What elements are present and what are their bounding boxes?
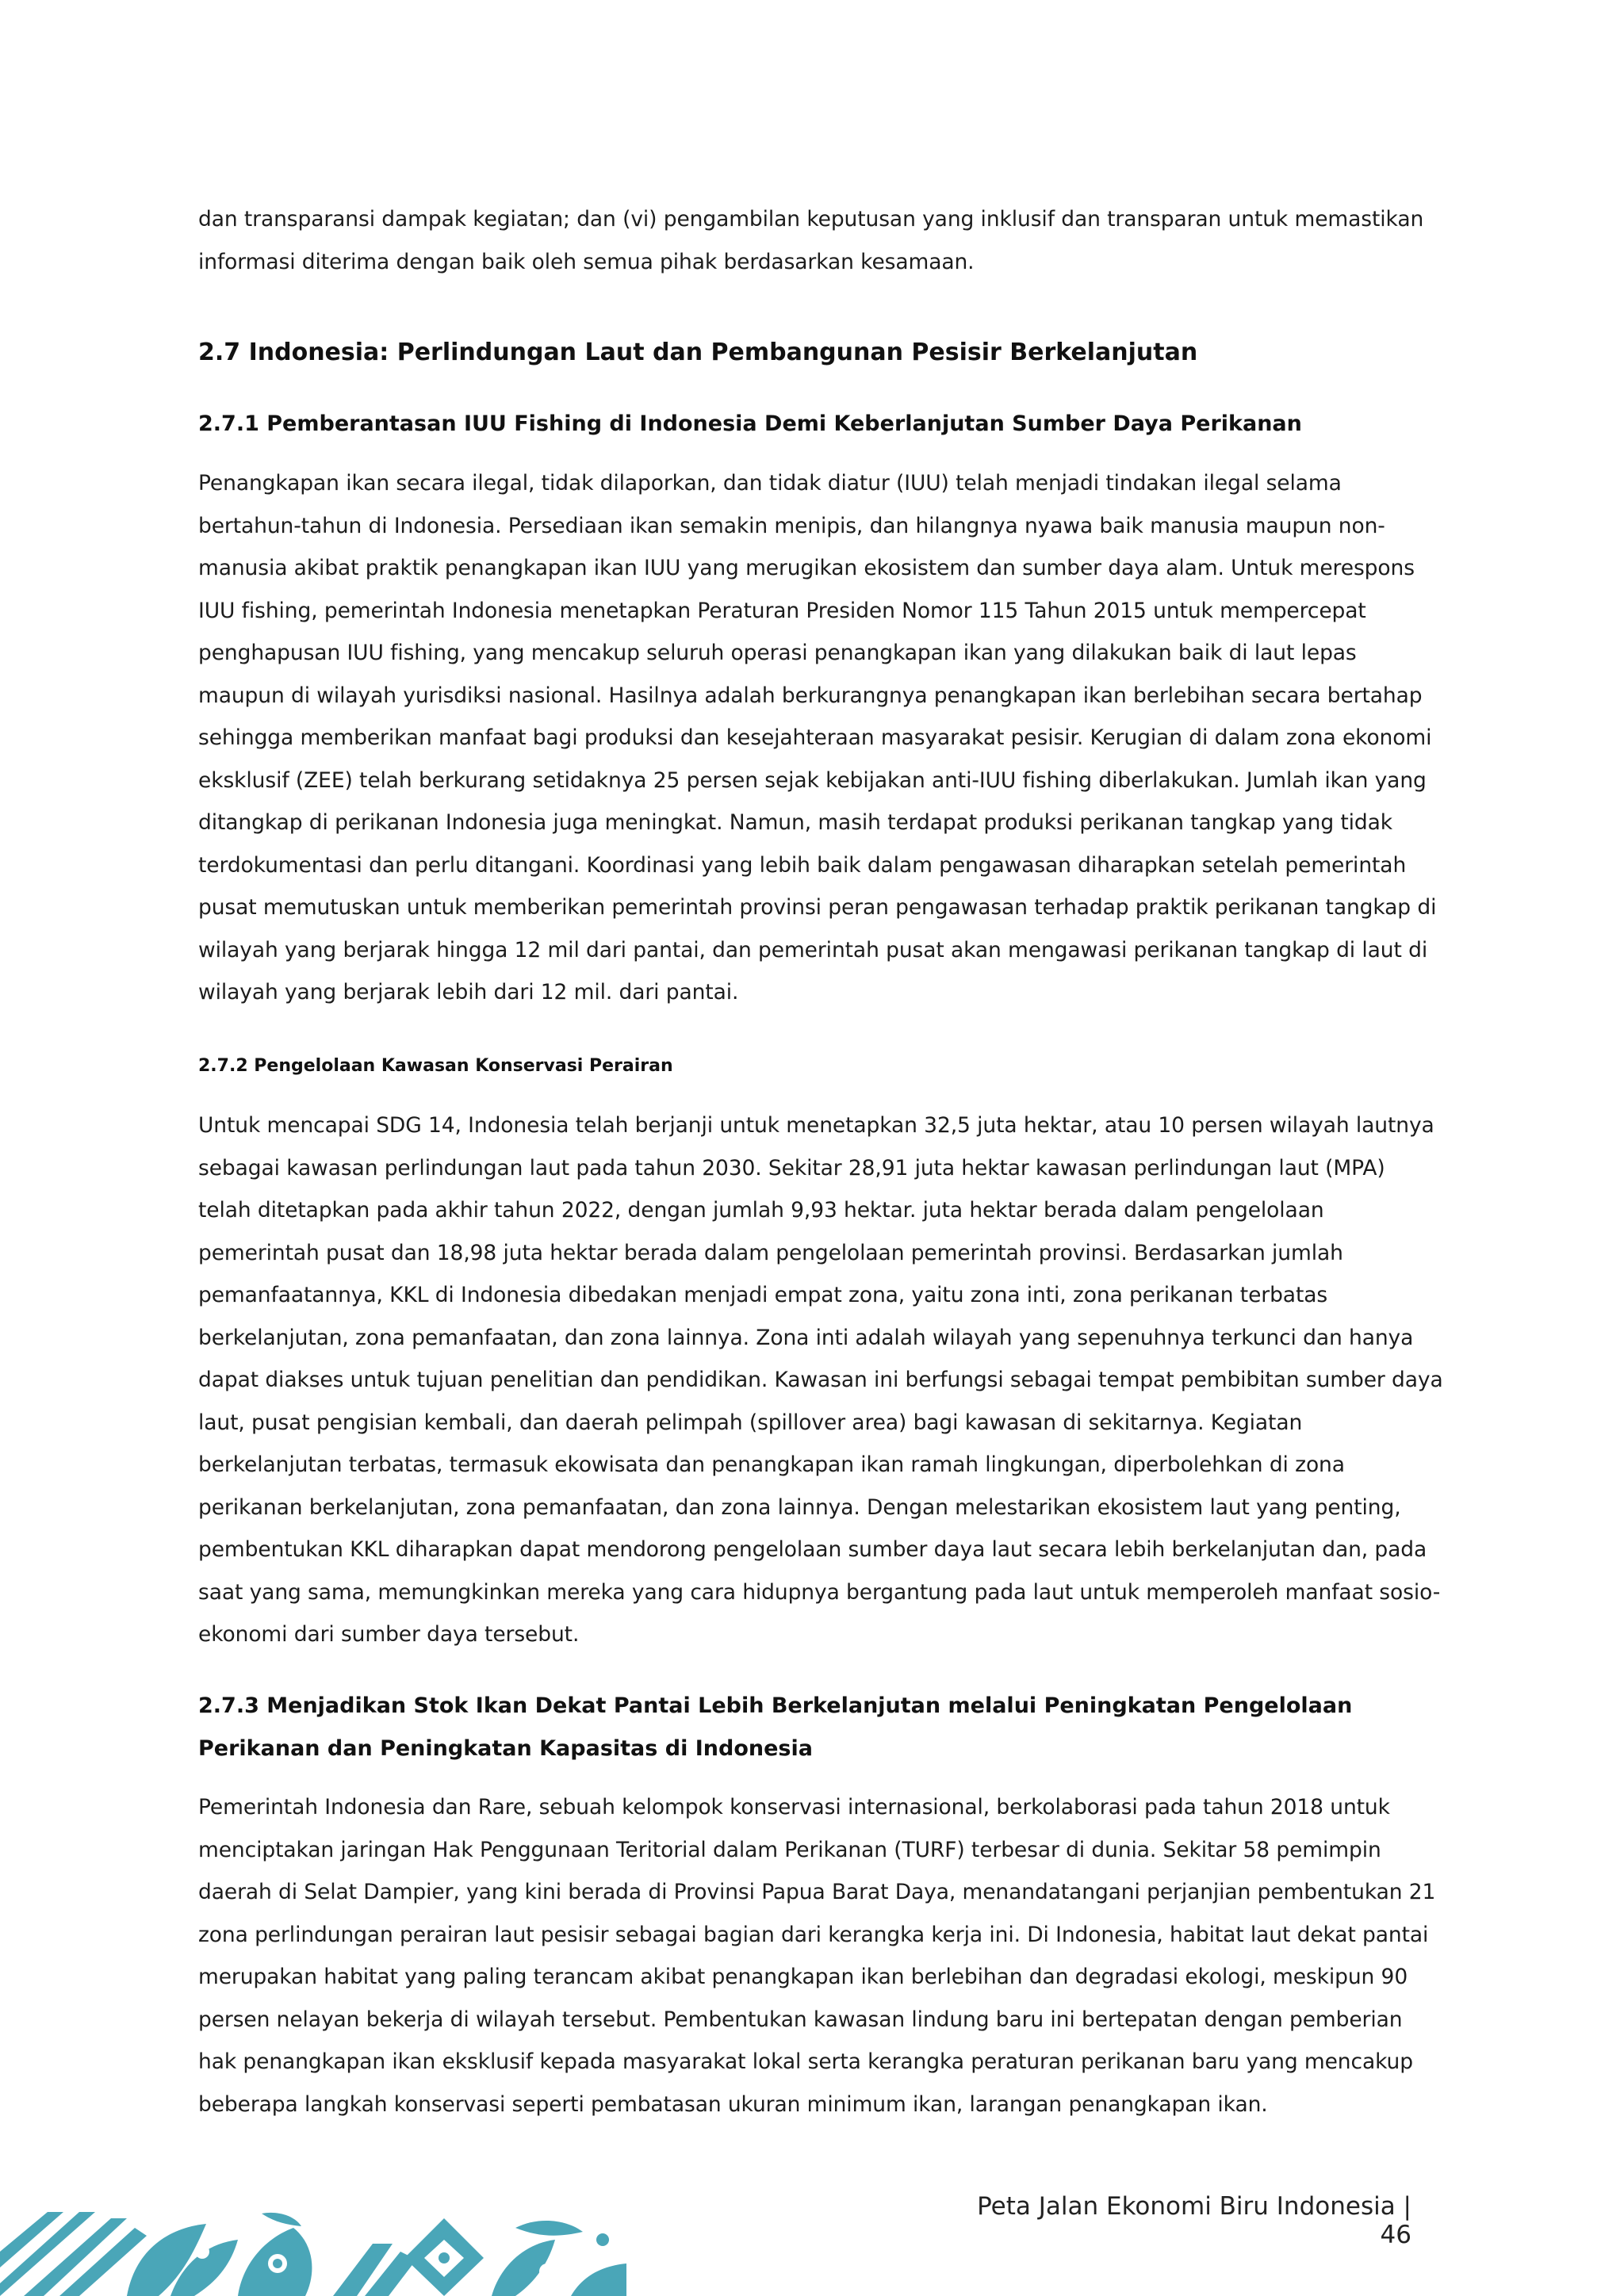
section-2-7-3-body-block	[198, 1786, 1443, 2126]
footer-page-label: Peta Jalan Ekonomi Biru Indonesia | 46	[977, 2192, 1411, 2249]
section-2-7-3-block	[198, 1685, 1443, 1770]
batik-ornament-icon	[0, 2196, 626, 2296]
section-2-7-3-paragraph: Pemerintah Indonesia dan Rare, sebuah kelompok konservasi internasional, berkolaborasi pada tahun 2018 untuk menciptakan jaringan Hak Penggunaan Teritorial dalam Perikanan (TURF) terbesar di dunia. Sekitar 58 pemimpin daerah di Selat Dampier, yang kini berada di Provinsi Papua Barat Daya, menandatangani perjanjian pembentukan 21 zona perlindungan perairan laut pesisir sebagai bagian dari kerangka kerja ini. Di Indonesia, habitat laut dekat pantai merupakan habitat yang paling terancam akibat penangkapan ikan berlebihan dan degradasi ekologi, meskipun 90 persen nelayan bekerja di wilayah tersebut. Pembentukan kawasan lindung baru ini bertepatan dengan pemberian hak penangkapan ikan eksklusif kepada masyarakat lokal serta kerangka peraturan perikanan baru yang mencakup beberapa langkah konservasi seperti pembatasan ukuran minimum ikan, larangan penangkapan ikan.	[198, 1795, 1436, 2117]
section-2-7-block	[198, 337, 1443, 369]
section-2-7-1-body-block	[198, 462, 1443, 1014]
section-2-7-2-body-block	[198, 1104, 1443, 1656]
section-2-7-heading: 2.7 Indonesia: Perlindungan Laut dan Pembangunan Pesisir Berkelanjutan	[198, 339, 1198, 366]
section-2-7-2-block	[198, 1054, 1443, 1078]
section-2-7-3-heading: 2.7.3 Menjadikan Stok Ikan Dekat Pantai Lebih Berkelanjutan melalui Peningkatan Pengelolaan Perikanan dan Peningkatan Kapasitas di Indonesia	[198, 1693, 1353, 1761]
section-2-7-1-heading: 2.7.1 Pemberantasan IUU Fishing di Indonesia Demi Keberlanjutan Sumber Daya Perikanan	[198, 411, 1302, 436]
intro-paragraph: dan transparansi dampak kegiatan; dan (vi) pengambilan keputusan yang inklusif dan transparan untuk memastikan informasi diterima dengan baik oleh semua pihak berdasarkan kesamaan.	[198, 207, 1424, 274]
intro-paragraph-block	[198, 198, 1443, 283]
section-2-7-1-paragraph: Penangkapan ikan secara ilegal, tidak dilaporkan, dan tidak diatur (IUU) telah menjadi tindakan ilegal selama bertahun-tahun di Indonesia. Persediaan ikan semakin menipis, dan hilangnya nyawa baik manusia maupun non-manusia akibat praktik penangkapan ikan IUU yang merugikan ekosistem dan sumber daya alam. Untuk merespons IUU fishing, pemerintah Indonesia menetapkan Peraturan Presiden Nomor 115 Tahun 2015 untuk mempercepat penghapusan IUU fishing, yang mencakup seluruh operasi penangkapan ikan yang dilakukan baik di laut lepas maupun di wilayah yurisdiksi nasional. Hasilnya adalah berkurangnya penangkapan ikan berlebihan secara bertahap sehingga memberikan manfaat bagi produksi dan kesejahteraan masyarakat pesisir. Kerugian di dalam zona ekonomi eksklusif (ZEE) telah berkurang setidaknya 25 persen sejak kebijakan anti-IUU fishing diberlakukan. Jumlah ikan yang ditangkap di perikanan Indonesia juga meningkat. Namun, masih terdapat produksi perikanan tangkap yang tidak terdokumentasi dan perlu ditangani. Koordinasi yang lebih baik dalam pengawasan diharapkan setelah pemerintah pusat memutuskan untuk memberikan pemerintah provinsi peran pengawasan terhadap praktik perikanan tangkap di wilayah yang berjarak hingga 12 mil dari pantai, dan pemerintah pusat akan mengawasi perikanan tangkap di laut di wilayah yang berjarak lebih dari 12 mil. dari pantai.	[198, 471, 1437, 1004]
section-2-7-2-heading: 2.7.2 Pengelolaan Kawasan Konservasi Perairan	[198, 1056, 673, 1076]
section-2-7-2-paragraph: Untuk mencapai SDG 14, Indonesia telah berjanji untuk menetapkan 32,5 juta hektar, atau 10 persen wilayah lautnya sebagai kawasan perlindungan laut pada tahun 2030. Sekitar 28,91 juta hektar kawasan perlindungan laut (MPA) telah ditetapkan pada akhir tahun 2022, dengan jumlah 9,93 hektar. juta hektar berada dalam pengelolaan pemerintah pusat dan 18,98 juta hektar berada dalam pengelolaan pemerintah provinsi. Berdasarkan jumlah pemanfaatannya, KKL di Indonesia dibedakan menjadi empat zona, yaitu zona inti, zona perikanan terbatas berkelanjutan, zona pemanfaatan, dan zona lainnya. Zona inti adalah wilayah yang sepenuhnya terkunci dan hanya dapat diakses untuk tujuan penelitian dan pendidikan. Kawasan ini berfungsi sebagai tempat pembibitan sumber daya laut, pusat pengisian kembali, dan daerah pelimpah (spillover area) bagi kawasan di sekitarnya. Kegiatan berkelanjutan terbatas, termasuk ekowisata dan penangkapan ikan ramah lingkungan, diperbolehkan di zona perikanan berkelanjutan, zona pemanfaatan, dan zona lainnya. Dengan melestarikan ekosistem laut yang penting, pembentukan KKL diharapkan dapat mendorong pengelolaan sumber daya laut secara lebih berkelanjutan dan, pada saat yang sama, memungkinkan mereka yang cara hidupnya bergantung pada laut untuk memperoleh manfaat sosio-ekonomi dari sumber daya tersebut.	[198, 1113, 1443, 1647]
section-2-7-1-block	[198, 403, 1443, 446]
